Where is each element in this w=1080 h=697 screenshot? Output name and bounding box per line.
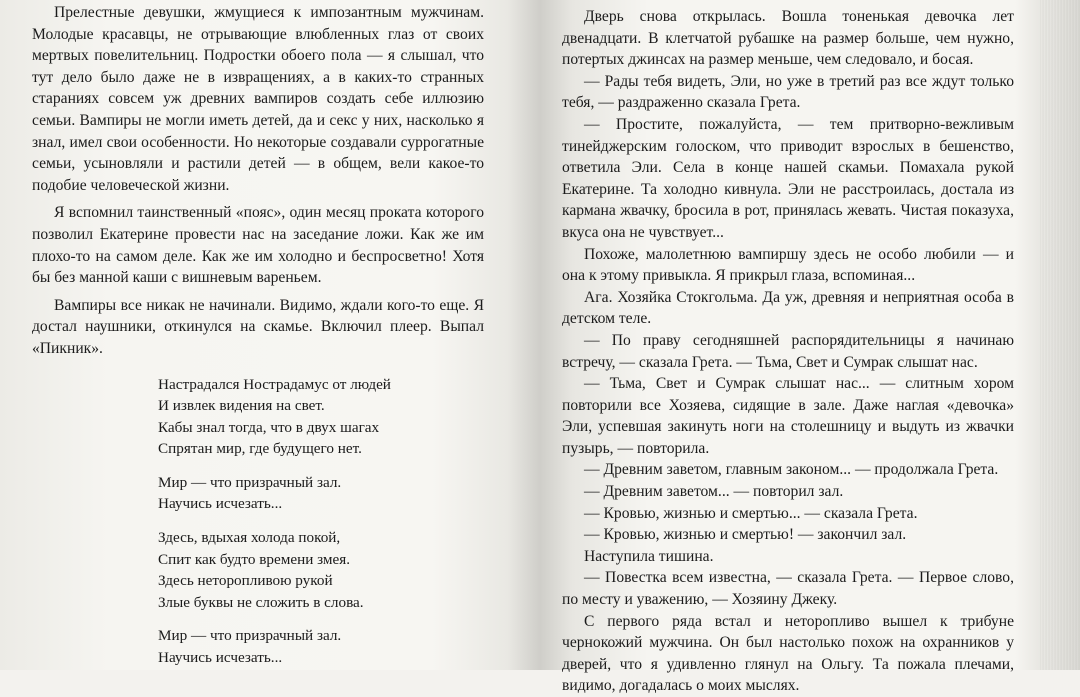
- verse-line: Научись исчезать...: [158, 495, 283, 513]
- verse-line: Здесь неторопливою рукой: [158, 572, 333, 590]
- verse-line: Злые буквы не сложить в слова.: [158, 593, 364, 611]
- right-paragraph-10: — Кровью, жизнью и смертью... — сказала Грета.: [584, 504, 918, 522]
- verse-line: Настрадался Нострадамус от людей: [158, 375, 391, 393]
- stanza-4: [158, 625, 484, 668]
- left-paragraph-2: Я вспомнил таинственный «пояс», один месяц проката которого позволил Екатерине провести нас на заседание ложи. Как же им плохо-то на самом деле. Как же им холодно и беспросветно! Хотя бы без манной каши с вишневым вареньем.: [32, 204, 484, 287]
- verse-line: Мир — что призрачный зал.: [158, 627, 342, 645]
- verse-line: Спит как будто времени змея.: [158, 550, 351, 568]
- verse-line: Здесь, вдыхая холода покой,: [158, 529, 341, 547]
- right-paragraph-6: — По праву сегодняшней распорядительницы я начинаю встречу, — сказала Грета. — Тьма, Свет и Сумрак слышат нас.: [562, 331, 1014, 371]
- verse-line: Научись исчезать...: [158, 649, 283, 667]
- stanza-3: [158, 527, 484, 613]
- verse-line: Спрятан мир, где будущего нет.: [158, 440, 362, 458]
- right-paragraph-4: Похоже, малолетнюю вампиршу здесь не особо любили — и она к этому привыкла. Я прикрыл глаза, вспоминая...: [562, 245, 1014, 285]
- song-lyrics: [158, 374, 484, 669]
- right-paragraph-1: Дверь снова открылась. Вошла тоненькая девочка лет двенадцати. В клетчатой рубашке на размер больше, чем нужно, потертых джинсах на размер меньше, чем следовало, и босая.: [562, 8, 1014, 69]
- right-paragraph-3: — Простите, пожалуйста, — тем притворно-вежливым тинейджерским голоском, что приводит взрослых в бешенство, ответила Эли. Села в конце нашей скамьи. Помахала рукой Екатерине. Та холодно кивнула. Эли не расстроилась, достала из кармана жвачку, бросила в рот, принялась жевать. Чистая показуха, вкуса она не чувствует...: [562, 115, 1014, 241]
- left-paragraph-3: Вампиры все никак не начинали. Видимо, ждали кого-то еще. Я достал наушники, откинулся на скамье. Включил плеер. Выпал «Пикник».: [32, 296, 484, 357]
- right-paragraph-11: — Кровью, жизнью и смертью! — закончил зал.: [584, 526, 907, 544]
- page-edges: [1040, 0, 1080, 670]
- right-paragraph-14: С первого ряда встал и неторопливо вышел к трибуне чернокожий мужчина. Он был настолько похож на охранников у дверей, что я удивленно глянул на Ольгу. Та пожала плечами, видимо, догадалась о моих мыслях.: [562, 612, 1014, 695]
- verse-line: Мир — что призрачный зал.: [158, 473, 342, 491]
- right-paragraph-8: — Древним заветом, главным законом... — продолжала Грета.: [584, 461, 999, 479]
- right-page: [562, 0, 1014, 695]
- right-paragraph-7: — Тьма, Свет и Сумрак слышат нас... — слитным хором повторили все Хозяева, сидящие в зале. Даже наглая «девочка» Эли, успевшая закинуть ноги на столешницу и выдуть из жвачки пузырь, — повторила.: [562, 375, 1014, 457]
- verse-line: Кабы знал тогда, что в двух шагах: [158, 418, 380, 436]
- stanza-1: [158, 374, 484, 460]
- stanza-2: [158, 472, 484, 515]
- right-paragraph-12: Наступила тишина.: [584, 547, 714, 565]
- right-paragraph-2: — Рады тебя видеть, Эли, но уже в третий раз все ждут только тебя, — раздраженно сказала Грета.: [562, 72, 1014, 112]
- verse-line: И извлек видения на свет.: [158, 397, 325, 415]
- right-paragraph-9: — Древним заветом... — повторил зал.: [584, 483, 844, 501]
- right-paragraph-5: Ага. Хозяйка Стокгольма. Да уж, древняя и неприятная особа в детском теле.: [562, 288, 1014, 328]
- right-paragraph-13: — Повестка всем известна, — сказала Грета. — Первое слово, по месту и уважению, — Хозяину Джеку.: [562, 569, 1014, 609]
- left-page: [32, 0, 484, 670]
- left-paragraph-1: Прелестные девушки, жмущиеся к импозантным мужчинам. Молодые красавцы, не отрывающие влюбленных глаз от своих мертвых повелительниц. Подростки обоего пола — я слышал, что тут дело было даже не в извращениях, а в каких-то странных стараниях совсем уж древних вампиров создать себе иллюзию семьи. Вампиры не могли иметь детей, да и секс у них, насколько я знал, имел свои особенности. Но некоторые создавали суррогатные семьи, усыновляли и растили детей — в общем, вели какое-то подобие человеческой жизни.: [32, 4, 484, 194]
